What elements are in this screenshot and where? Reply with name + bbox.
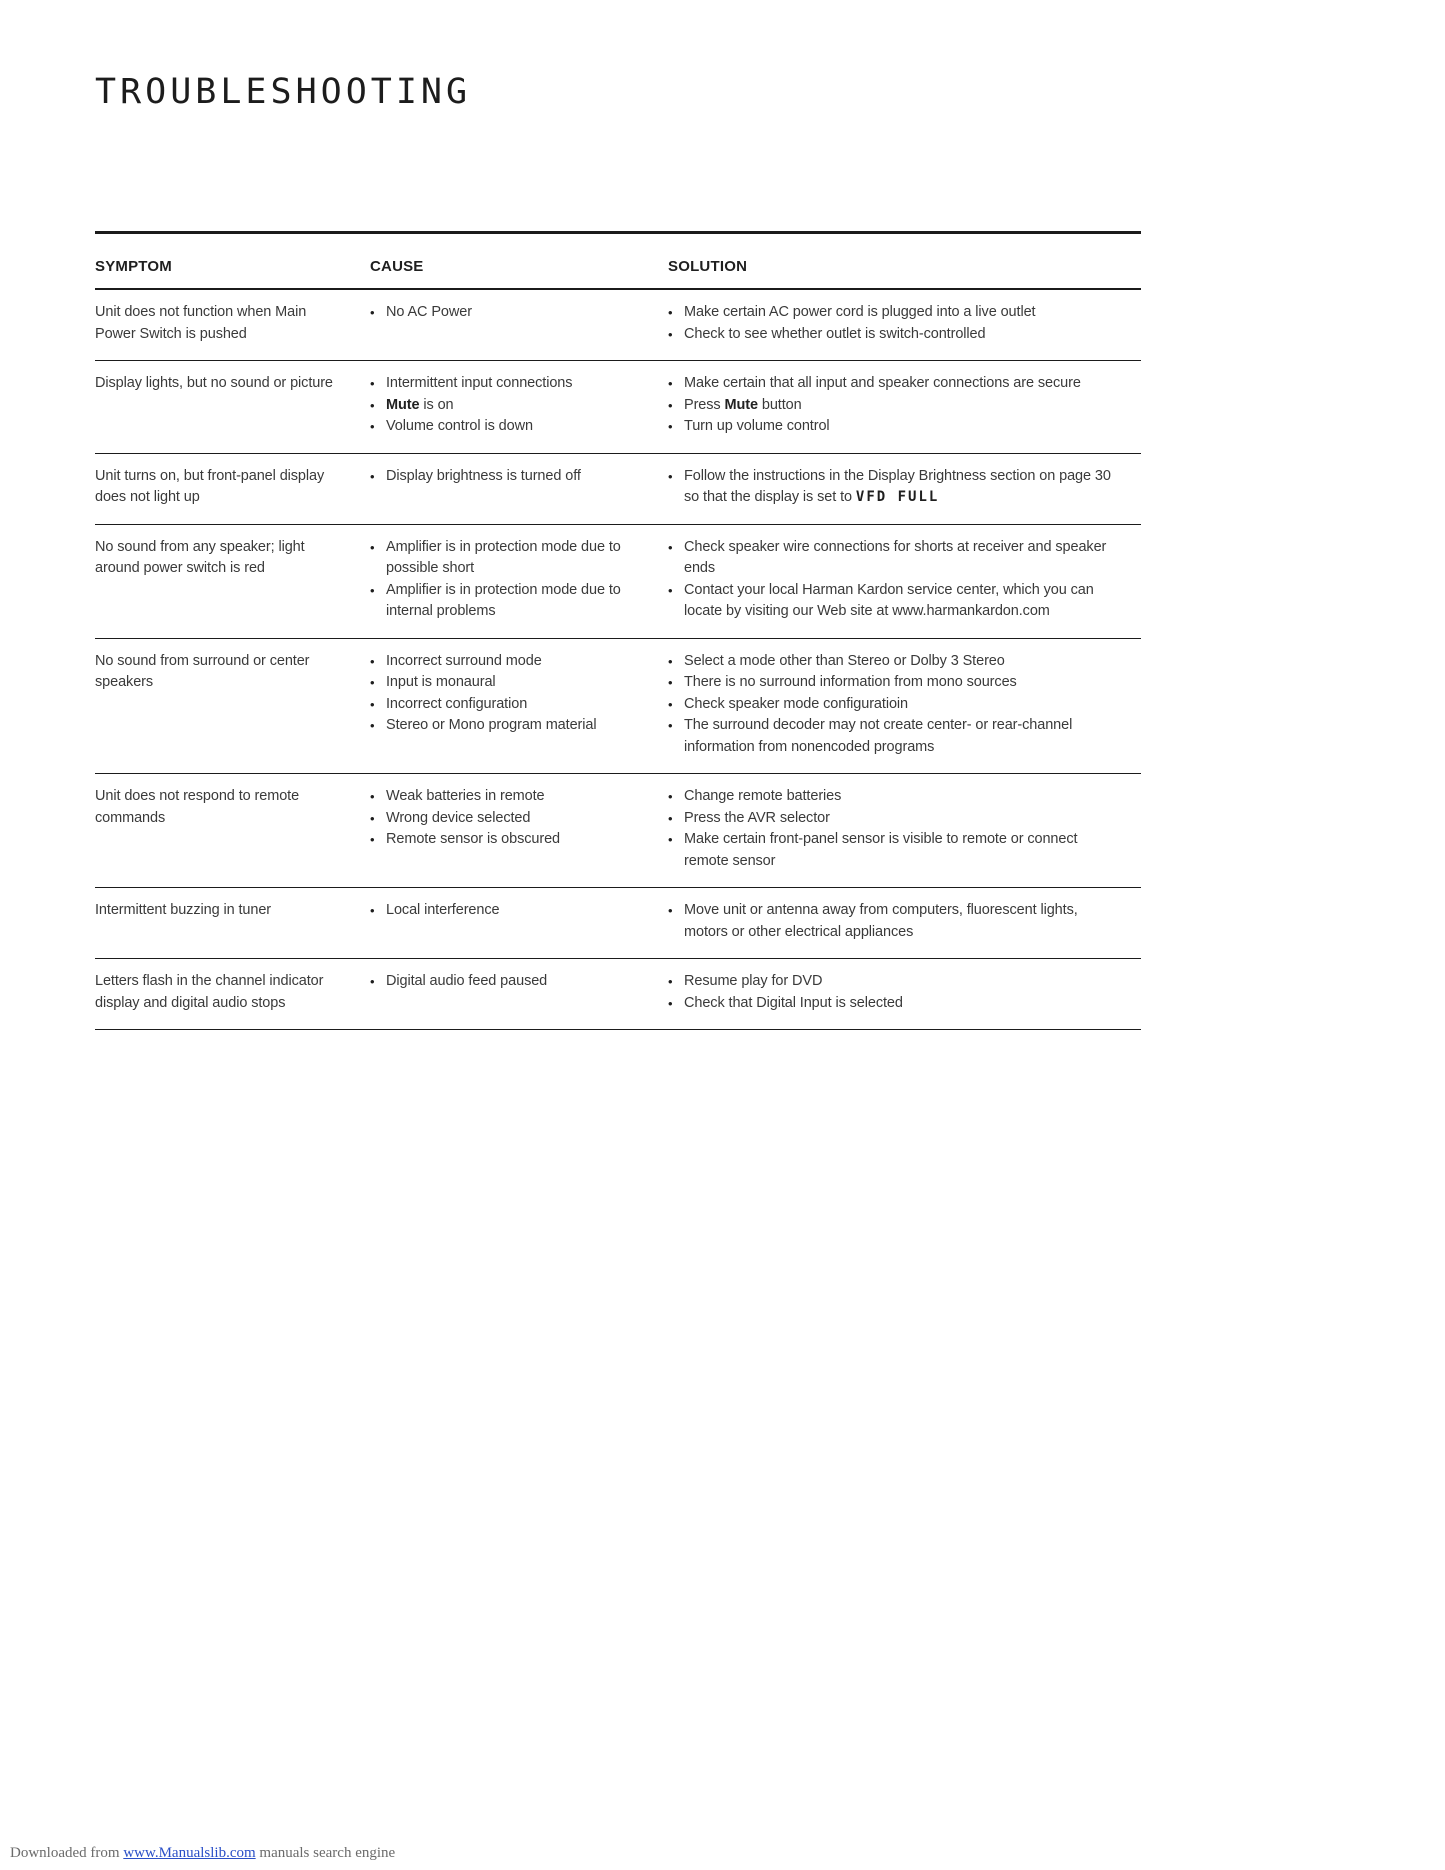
symptom-cell — [95, 453, 370, 524]
column-header-solution: SOLUTION — [668, 233, 1141, 290]
bullet-text: Check speaker wire connections for shorts at receiver and speaker ends — [684, 538, 1107, 576]
bullet-item — [370, 971, 642, 993]
bullet-text: Press the AVR selector — [684, 809, 830, 826]
bullet-item — [370, 829, 642, 851]
solution-cell — [668, 888, 1141, 959]
column-header-cause: CAUSE — [370, 233, 668, 290]
bullet-text: Weak batteries in remote — [386, 788, 545, 804]
bullet-item — [668, 580, 1115, 623]
bullet-icon: • — [668, 539, 673, 555]
symptom-cell — [95, 289, 370, 361]
bullet-icon: • — [370, 718, 375, 733]
bullet-icon: • — [668, 789, 673, 804]
bullet-icon: • — [668, 718, 673, 733]
bullet-text: Local interference — [386, 902, 500, 918]
bullet-text: Make certain AC power cord is plugged into a live outlet — [684, 304, 1036, 320]
troubleshooting-table — [95, 231, 1141, 1030]
bullet-text: Check speaker mode configuratioin — [684, 695, 908, 712]
bullet-icon: • — [370, 653, 375, 669]
bullet-item — [370, 786, 642, 808]
symptom-text: Unit turns on, but front-panel display does not light up — [95, 467, 325, 505]
bullet-item — [668, 786, 1115, 808]
bullet-icon: • — [370, 810, 375, 826]
symptom-text: Letters flash in the channel indicator display and digital audio stops — [95, 973, 324, 1011]
bullet-item — [668, 715, 1115, 758]
bullet-text: Intermittent input connections — [386, 375, 573, 391]
table-header-row — [95, 233, 1141, 290]
bullet-item — [668, 672, 1115, 694]
table-row — [95, 638, 1141, 774]
bullet-item — [370, 580, 642, 623]
bullet-text: Amplifier is in protection mode due to internal problems — [386, 581, 621, 619]
bullet-text: Stereo or Mono program material — [386, 717, 597, 733]
bullet-item — [370, 537, 642, 580]
bullet-item — [370, 900, 642, 922]
bullet-item — [668, 694, 1115, 716]
table-row — [95, 289, 1141, 361]
bullet-item — [668, 900, 1115, 943]
bullet-text: Volume control is down — [386, 418, 533, 434]
table-row — [95, 774, 1141, 888]
footer — [10, 1845, 395, 1862]
cause-cell — [370, 524, 668, 638]
bullet-item — [370, 466, 642, 488]
symptom-cell — [95, 774, 370, 888]
bullet-icon: • — [370, 539, 375, 555]
bullet-icon: • — [370, 582, 375, 598]
cause-cell — [370, 638, 668, 774]
bullet-item — [668, 324, 1115, 346]
table-row — [95, 524, 1141, 638]
bullet-text: Input is monaural — [386, 674, 496, 690]
symptom-text: Display lights, but no sound or picture — [95, 375, 333, 391]
bullet-text: Move unit or antenna away from computers, fluorescent lights, motors or other electrical appliances — [684, 902, 1078, 940]
bullet-icon: • — [370, 696, 375, 712]
bullet-text: Select a mode other than Stereo or Dolby 3 Stereo — [684, 652, 1005, 669]
page-title: TROUBLESHOOTING — [95, 72, 472, 112]
bullet-icon: • — [668, 397, 673, 413]
bullet-item — [668, 829, 1115, 872]
bullet-icon: • — [370, 675, 375, 690]
bullet-item — [668, 373, 1115, 395]
solution-cell — [668, 774, 1141, 888]
solution-cell — [668, 289, 1141, 361]
bullet-item — [370, 672, 642, 694]
bullet-text: Resume play for DVD — [684, 973, 823, 989]
bullet-item — [370, 651, 642, 673]
bullet-icon: • — [668, 832, 673, 847]
bullet-item — [668, 537, 1115, 580]
bullet-text: No AC Power — [386, 304, 472, 320]
bullet-text: There is no surround information from mono sources — [684, 674, 1017, 690]
bullet-icon: • — [668, 468, 673, 484]
cause-cell — [370, 289, 668, 361]
bullet-item — [370, 808, 642, 830]
symptom-cell — [95, 638, 370, 774]
bullet-icon: • — [370, 397, 375, 413]
symptom-text: No sound from surround or center speakers — [95, 652, 310, 690]
bullet-icon: • — [668, 696, 673, 712]
bullet-icon: • — [668, 305, 673, 320]
bullet-icon: • — [370, 468, 375, 484]
footer-prefix: Downloaded from — [10, 1845, 124, 1861]
solution-cell — [668, 524, 1141, 638]
symptom-cell — [95, 361, 370, 454]
bullet-item — [370, 302, 642, 324]
bullet-item — [668, 993, 1115, 1015]
table-row — [95, 888, 1141, 959]
bullet-item — [370, 416, 642, 438]
cause-cell — [370, 361, 668, 454]
bullet-icon: • — [668, 376, 673, 391]
bullet-text: Turn up volume control — [684, 418, 830, 434]
bullet-icon: • — [370, 305, 375, 320]
bullet-item — [668, 416, 1115, 438]
table-body — [95, 289, 1141, 1030]
bullet-text: Wrong device selected — [386, 809, 531, 826]
bullet-icon: • — [370, 974, 375, 989]
bullet-text: Display brightness is turned off — [386, 467, 581, 484]
bullet-icon: • — [668, 974, 673, 989]
bullet-icon: • — [370, 903, 375, 918]
bullet-item — [668, 808, 1115, 830]
bullet-text: Follow the instructions in the Display Brightness section on page 30 so that the display is set to VFD FULL — [684, 467, 1111, 505]
symptom-cell — [95, 888, 370, 959]
bullet-text: Mute is on — [386, 396, 454, 413]
footer-suffix: manuals search engine — [255, 1845, 396, 1861]
solution-cell — [668, 638, 1141, 774]
bullet-text: Digital audio feed paused — [386, 973, 548, 989]
table-row — [95, 959, 1141, 1030]
bullet-icon: • — [370, 832, 375, 847]
symptom-text: No sound from any speaker; light around power switch is red — [95, 538, 305, 576]
bullet-text: Remote sensor is obscured — [386, 831, 560, 847]
cause-cell — [370, 453, 668, 524]
symptom-cell — [95, 524, 370, 638]
bullet-icon: • — [668, 582, 673, 598]
bullet-text: Change remote batteries — [684, 788, 842, 804]
table-row — [95, 453, 1141, 524]
bullet-item — [668, 651, 1115, 673]
bullet-icon: • — [668, 675, 673, 690]
bullet-icon: • — [668, 810, 673, 826]
bullet-icon: • — [668, 419, 673, 434]
bullet-icon: • — [370, 376, 375, 391]
bullet-icon: • — [668, 653, 673, 669]
manualslib-link[interactable]: www.Manualslib.com — [123, 1845, 256, 1861]
solution-cell — [668, 959, 1141, 1030]
bullet-icon: • — [370, 789, 375, 804]
bullet-icon: • — [668, 995, 673, 1011]
bullet-text: Check to see whether outlet is switch-controlled — [684, 325, 986, 342]
bullet-text: The surround decoder may not create center- or rear-channel information from nonencoded programs — [684, 717, 1073, 755]
column-header-symptom: SYMPTOM — [95, 233, 370, 290]
cause-cell — [370, 888, 668, 959]
bullet-text: Incorrect surround mode — [386, 652, 542, 669]
bullet-icon: • — [370, 419, 375, 434]
bullet-text: Make certain front-panel sensor is visible to remote or connect remote sensor — [684, 831, 1078, 869]
bullet-item — [668, 395, 1115, 417]
table-row — [95, 361, 1141, 454]
bullet-text: Check that Digital Input is selected — [684, 994, 903, 1011]
bullet-text: Incorrect configuration — [386, 695, 528, 712]
bullet-text: Make certain that all input and speaker connections are secure — [684, 375, 1081, 391]
bullet-item — [668, 971, 1115, 993]
symptom-text: Unit does not function when Main Power Switch is pushed — [95, 304, 307, 342]
bullet-item — [668, 302, 1115, 324]
symptom-text: Intermittent buzzing in tuner — [95, 902, 272, 918]
bullet-item — [370, 715, 642, 737]
solution-cell — [668, 361, 1141, 454]
bullet-item — [370, 694, 642, 716]
bullet-item — [370, 373, 642, 395]
solution-cell — [668, 453, 1141, 524]
symptom-text: Unit does not respond to remote commands — [95, 788, 300, 826]
bullet-item — [370, 395, 642, 417]
cause-cell — [370, 959, 668, 1030]
bullet-text: Amplifier is in protection mode due to possible short — [386, 538, 621, 576]
bullet-item — [668, 466, 1115, 509]
cause-cell — [370, 774, 668, 888]
bullet-icon: • — [668, 903, 673, 918]
bullet-icon: • — [668, 326, 673, 342]
bullet-text: Press Mute button — [684, 396, 802, 413]
bullet-text: Contact your local Harman Kardon service center, which you can locate by visiting our Web site at www.harmankardon.com — [684, 581, 1094, 619]
symptom-cell — [95, 959, 370, 1030]
